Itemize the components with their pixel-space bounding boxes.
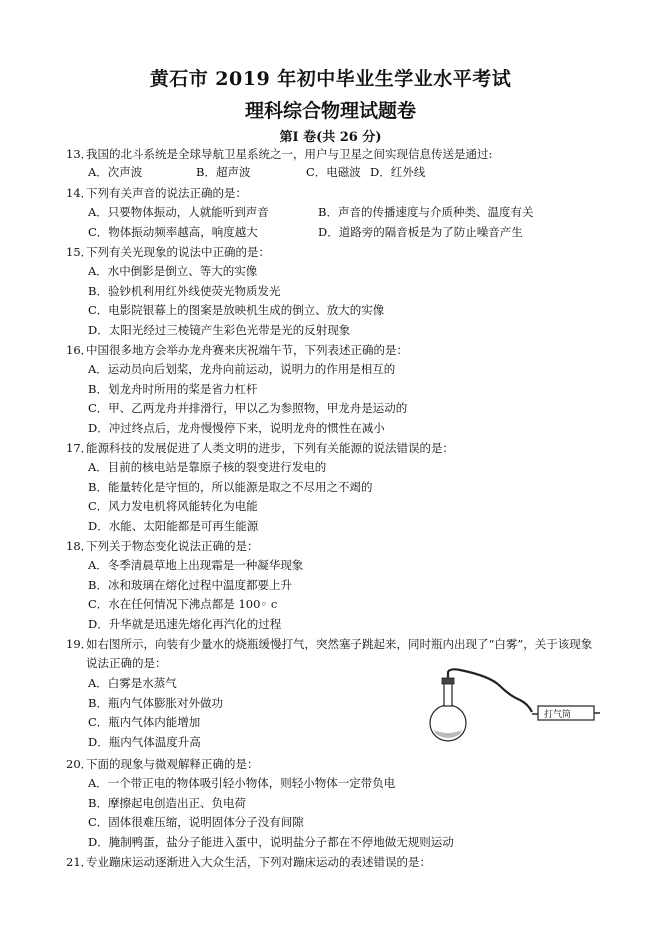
option-b: B．超声波 xyxy=(196,165,251,179)
option-b: B．冰和玻璃在熔化过程中温度都要上升 xyxy=(88,578,292,592)
question-14: 14．下列有关声音的说法正确的是： xyxy=(66,186,247,200)
option-b: B．声音的传播速度与介质种类、温度有关 xyxy=(318,205,534,219)
question-17: 17．能源科技的发展促进了人类文明的进步，下列有关能源的说法错误的是： xyxy=(66,441,454,455)
question-text: 专业蹦床运动逐渐进入大众生活，下列对蹦床运动的表述错误的是： xyxy=(86,855,431,869)
option-c: C．瓶内气体内能增加 xyxy=(88,715,201,729)
exam-title: 黄石市 2019 年初中毕业生学业水平考试 xyxy=(149,68,512,90)
question-19: 19．如右图所示，向装有少量水的烧瓶缓慢打气，突然塞子跳起来，同时瓶内出现了“白雾”，关于该现象 xyxy=(66,637,593,651)
question-text: 我国的北斗系统是全球导航卫星系统之一，用户与卫星之间实现信息传送是通过: xyxy=(86,147,493,161)
pump-label: 打气筒 xyxy=(544,710,572,720)
option-d: D．道路旁的隔音板是为了防止噪音产生 xyxy=(318,225,523,239)
option-d: D．瓶内气体温度升高 xyxy=(88,735,201,749)
section-heading: 第Ⅰ 卷(共 26 分) xyxy=(279,130,382,145)
option-a: A．一个带正电的物体吸引轻小物体，则轻小物体一定带负电 xyxy=(88,776,396,790)
option-a: A．次声波 xyxy=(88,165,143,179)
option-d: D．水能、太阳能都是可再生能源 xyxy=(88,519,259,533)
question-text: 下列关于物态变化说法正确的是： xyxy=(86,539,259,553)
option-c: C．固体很难压缩，说明固体分子没有间隙 xyxy=(88,815,304,829)
option-b: B．能量转化是守恒的，所以能源是取之不尽用之不竭的 xyxy=(88,480,373,494)
question-20: 20．下面的现象与微观解释正确的是： xyxy=(66,757,259,771)
option-c: C．甲、乙两龙舟并排滑行，甲以乙为参照物，甲龙舟是运动的 xyxy=(88,401,408,415)
question-text: 下列有关光现象的说法中正确的是： xyxy=(86,245,270,259)
question-13: 13．我国的北斗系统是全球导航卫星系统之一，用户与卫星之间实现信息传送是通过: xyxy=(66,147,493,161)
question-text-continued: 说法正确的是： xyxy=(86,656,167,670)
exam-subtitle: 理科综合物理试题卷 xyxy=(244,100,416,122)
question-18: 18．下列关于物态变化说法正确的是： xyxy=(66,539,259,553)
option-c: C．电影院银幕上的图案是放映机生成的倒立、放大的实像 xyxy=(88,303,385,317)
question-text: 如右图所示，向装有少量水的烧瓶缓慢打气，突然塞子跳起来，同时瓶内出现了“白雾”，关于该现象 xyxy=(86,637,593,651)
flask-pump-figure xyxy=(420,668,600,748)
option-b: B．摩擦起电创造出正、负电荷 xyxy=(88,796,246,810)
option-c: C．风力发电机将风能转化为电能 xyxy=(88,499,258,513)
option-d: D．腌制鸭蛋，盐分子能进入蛋中，说明盐分子都在不停地做无规则运动 xyxy=(88,835,454,849)
question-text: 能源科技的发展促进了人类文明的进步，下列有关能源的说法错误的是： xyxy=(86,441,454,455)
option-d: D．冲过终点后，龙舟慢慢停下来，说明龙舟的惯性在减小 xyxy=(88,421,385,435)
option-d: D．太阳光经过三棱镜产生彩色光带是光的反射现象 xyxy=(88,323,351,337)
stopper-icon xyxy=(442,678,454,684)
option-a: A．冬季清晨草地上出现霜是一种凝华现象 xyxy=(88,558,304,572)
option-c: C．物体振动频率越高，响度越大 xyxy=(88,225,258,239)
tube-icon xyxy=(448,669,532,712)
option-a: A．白雾是水蒸气 xyxy=(88,676,177,690)
option-a: A．水中倒影是倒立、等大的实像 xyxy=(88,264,258,278)
option-b: B．验钞机利用红外线使荧光物质发光 xyxy=(88,284,281,298)
question-text: 下列有关声音的说法正确的是： xyxy=(86,186,247,200)
option-a: A．目前的核电站是靠原子核的裂变进行发电的 xyxy=(88,460,327,474)
question-text: 中国很多地方会举办龙舟赛来庆祝端午节，下列表述正确的是： xyxy=(86,343,408,357)
option-c: C．水在任何情况下沸点都是 100◦ c xyxy=(88,597,278,611)
option-b: B．瓶内气体膨胀对外做功 xyxy=(88,696,223,710)
question-15: 15．下列有关光现象的说法中正确的是： xyxy=(66,245,270,259)
option-d: D．红外线 xyxy=(370,165,426,179)
option-b: B．划龙舟时所用的桨是省力杠杆 xyxy=(88,382,258,396)
option-c: C．电磁波 xyxy=(306,165,361,179)
question-text: 下面的现象与微观解释正确的是： xyxy=(86,757,259,771)
option-d: D．升华就是迅速先熔化再汽化的过程 xyxy=(88,617,282,631)
question-16: 16．中国很多地方会举办龙舟赛来庆祝端午节，下列表述正确的是： xyxy=(66,343,408,357)
option-a: A．只要物体振动，人就能听到声音 xyxy=(88,205,269,219)
question-21: 21．专业蹦床运动逐渐进入大众生活，下列对蹦床运动的表述错误的是： xyxy=(66,855,431,869)
option-a: A．运动员向后划桨，龙舟向前运动，说明力的作用是相互的 xyxy=(88,362,396,376)
